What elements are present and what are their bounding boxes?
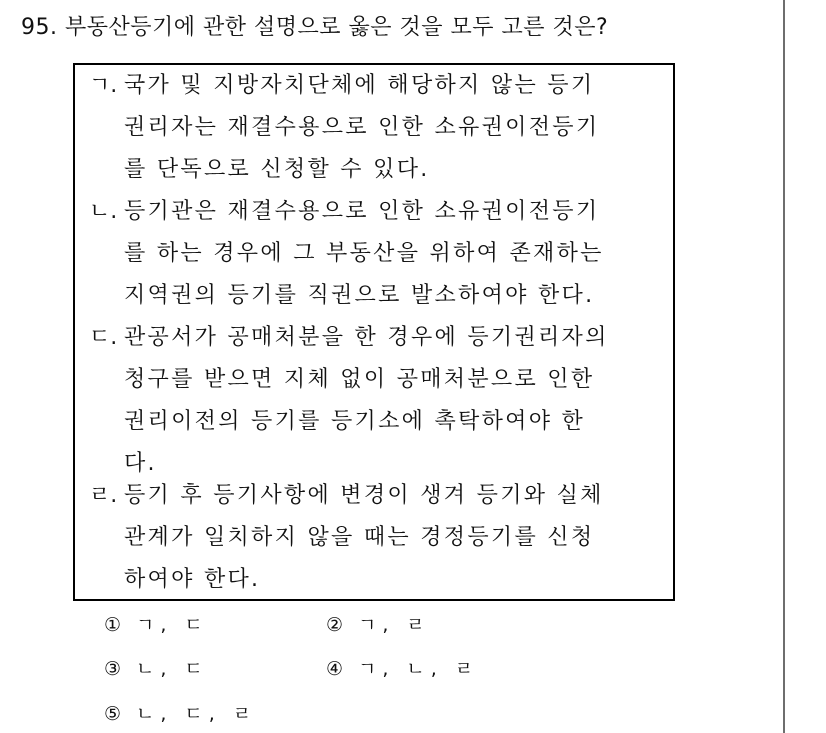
statements-box bbox=[73, 63, 675, 601]
choice-value: ㄱ, ㄷ bbox=[136, 614, 209, 636]
statement-a bbox=[89, 65, 599, 191]
choice-5[interactable] bbox=[104, 699, 257, 726]
statement-line: 권리이전의 등기를 등기소에 촉탁하여야 한 bbox=[124, 409, 586, 434]
statement-c bbox=[89, 317, 609, 485]
statement-line: 권리자는 재결수용으로 인한 소유권이전등기 bbox=[124, 115, 600, 140]
choice-value: ㄴ, ㄷ, ㄹ bbox=[136, 703, 258, 725]
question-title: 95. 부동산등기에 관한 설명으로 옳은 것을 모두 고른 것은? bbox=[21, 15, 609, 40]
statement-d bbox=[89, 475, 604, 601]
choice-number: ⑤ bbox=[104, 703, 122, 725]
statement-label: ㄴ. bbox=[89, 199, 118, 224]
choice-value: ㄱ, ㄴ, ㄹ bbox=[358, 658, 480, 680]
choice-value: ㄱ, ㄹ bbox=[358, 614, 431, 636]
statement-line: 지역권의 등기를 직권으로 발소하여야 한다. bbox=[124, 283, 595, 308]
statement-line: 국가 및 지방자치단체에 해당하지 않는 등기 bbox=[124, 73, 595, 98]
statement-b bbox=[89, 191, 604, 317]
choice-3[interactable] bbox=[104, 654, 209, 681]
choice-1[interactable] bbox=[104, 610, 209, 637]
statement-label: ㄱ. bbox=[89, 73, 118, 98]
choice-value: ㄴ, ㄷ bbox=[136, 658, 209, 680]
statement-line: 등기 후 등기사항에 변경이 생겨 등기와 실체 bbox=[124, 483, 604, 508]
choice-number: ④ bbox=[326, 658, 344, 680]
choice-4[interactable] bbox=[326, 654, 479, 681]
statement-line: 다. bbox=[124, 451, 157, 476]
statement-line: 청구를 받으면 지체 없이 공매처분으로 인한 bbox=[124, 367, 595, 392]
statement-line: 관계가 일치하지 않을 때는 경정등기를 신청 bbox=[124, 525, 595, 550]
statement-label: ㄹ. bbox=[89, 483, 118, 508]
choice-number: ③ bbox=[104, 658, 122, 680]
page-column-divider bbox=[783, 0, 785, 733]
statement-label: ㄷ. bbox=[89, 325, 118, 350]
statement-line: 를 단독으로 신청할 수 있다. bbox=[124, 157, 430, 182]
choice-2[interactable] bbox=[326, 610, 431, 637]
statement-line: 하여야 한다. bbox=[124, 567, 261, 592]
statement-line: 관공서가 공매처분을 한 경우에 등기권리자의 bbox=[124, 325, 609, 350]
statement-line: 를 하는 경우에 그 부동산을 위하여 존재하는 bbox=[124, 241, 604, 266]
choice-number: ② bbox=[326, 614, 344, 636]
choice-number: ① bbox=[104, 614, 122, 636]
statement-line: 등기관은 재결수용으로 인한 소유권이전등기 bbox=[124, 199, 600, 224]
